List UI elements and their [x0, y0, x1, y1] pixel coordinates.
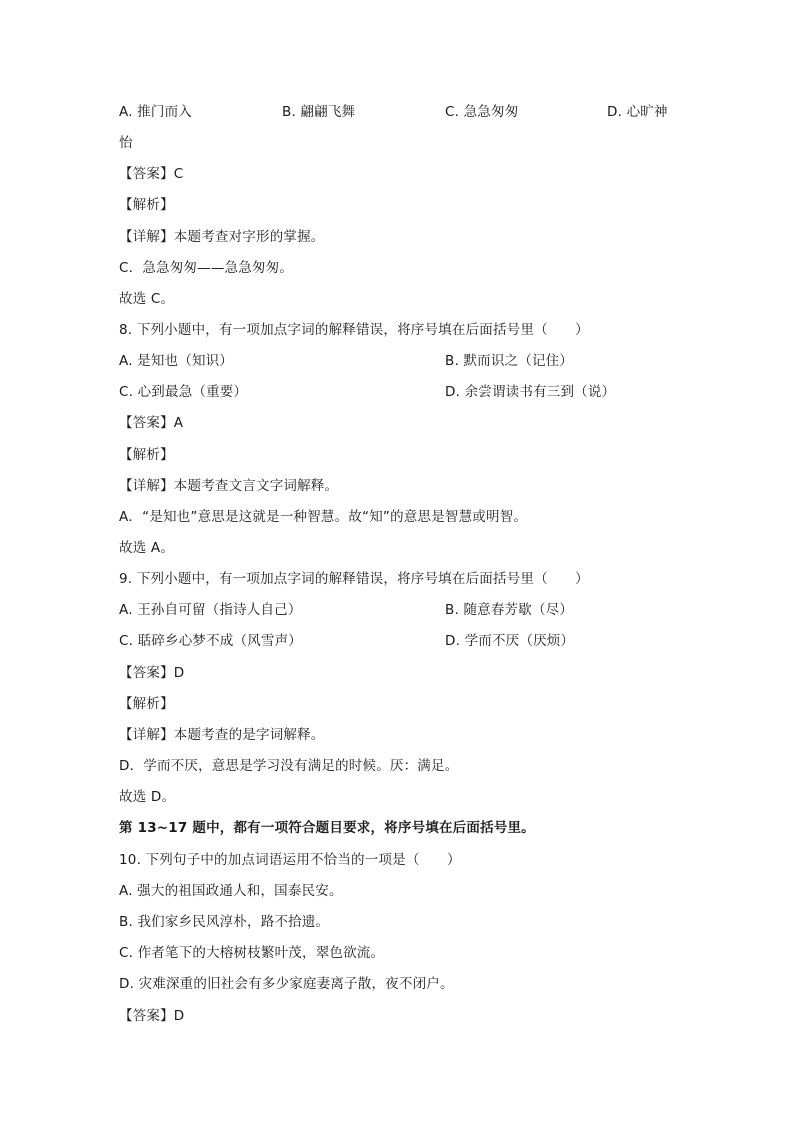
q7-option-c: C. 急急匆匆 [445, 104, 519, 120]
q8-answer: 【答案】A [119, 415, 184, 431]
q8-explain: A．“是知也”意思是这就是一种智慧。故“知”的意思是智慧或明智。 [119, 509, 528, 525]
q7-explain: C．急急匆匆——急急匆匆。 [119, 260, 294, 276]
q9-detail: 【详解】本题考查的是字词解释。 [119, 727, 325, 743]
q7-analysis: 【解析】 [119, 197, 174, 213]
q9-option-c: C. 聒碎乡心梦不成（风雪声） [119, 633, 303, 649]
q10-answer: 【答案】D [119, 1008, 185, 1024]
section-heading: 第 13~17 题中，都有一项符合题目要求，将序号填在后面括号里。 [119, 820, 535, 836]
q9-option-a: A. 王孙自可留（指诗人自己） [119, 602, 302, 618]
q10-option-a: A. 强大的祖国政通人和，国泰民安。 [119, 883, 343, 899]
q7-option-b: B. 翩翩飞舞 [282, 104, 356, 120]
q8-option-c: C. 心到最急（重要） [119, 384, 248, 400]
q8-option-d: D. 余尝谓读书有三到（说） [445, 384, 616, 400]
q9-analysis: 【解析】 [119, 696, 174, 712]
q8-analysis: 【解析】 [119, 447, 174, 463]
q7-answer: 【答案】C [119, 166, 184, 182]
q10-option-b: B. 我们家乡民风淳朴，路不拾遗。 [119, 914, 330, 930]
q9-explain: D．学而不厌，意思是学习没有满足的时候。厌：满足。 [119, 758, 459, 774]
q8-option-a: A. 是知也（知识） [119, 353, 234, 369]
q7-option-a: A. 推门而入 [119, 104, 192, 120]
q7-option-d-wrap: 怡 [119, 135, 133, 151]
q7-option-d: D. 心旷神 [607, 104, 668, 120]
q10-question: 10. 下列句子中的加点词语运用不恰当的一项是（ ） [119, 852, 461, 868]
q8-option-b: B. 默而识之（记住） [445, 353, 574, 369]
q9-option-d: D. 学而不厌（厌烦） [445, 633, 575, 649]
q7-detail: 【详解】本题考查对字形的掌握。 [119, 229, 325, 245]
q8-question: 8. 下列小题中，有一项加点字词的解释错误，将序号填在后面括号里（ ） [119, 322, 589, 338]
q10-option-d: D. 灾难深重的旧社会有多少家庭妻离子散，夜不闭户。 [119, 976, 454, 992]
q9-answer: 【答案】D [119, 665, 185, 681]
q9-conclusion: 故选 D。 [119, 789, 176, 805]
q10-option-c: C. 作者笔下的大榕树枝繁叶茂，翠色欲流。 [119, 945, 385, 961]
q7-conclusion: 故选 C。 [119, 291, 175, 307]
q9-option-b: B. 随意春芳歇（尽） [445, 602, 574, 618]
q8-detail: 【详解】本题考查文言文字词解释。 [119, 478, 339, 494]
q8-conclusion: 故选 A。 [119, 540, 175, 556]
q9-question: 9. 下列小题中，有一项加点字词的解释错误，将序号填在后面括号里（ ） [119, 571, 589, 587]
